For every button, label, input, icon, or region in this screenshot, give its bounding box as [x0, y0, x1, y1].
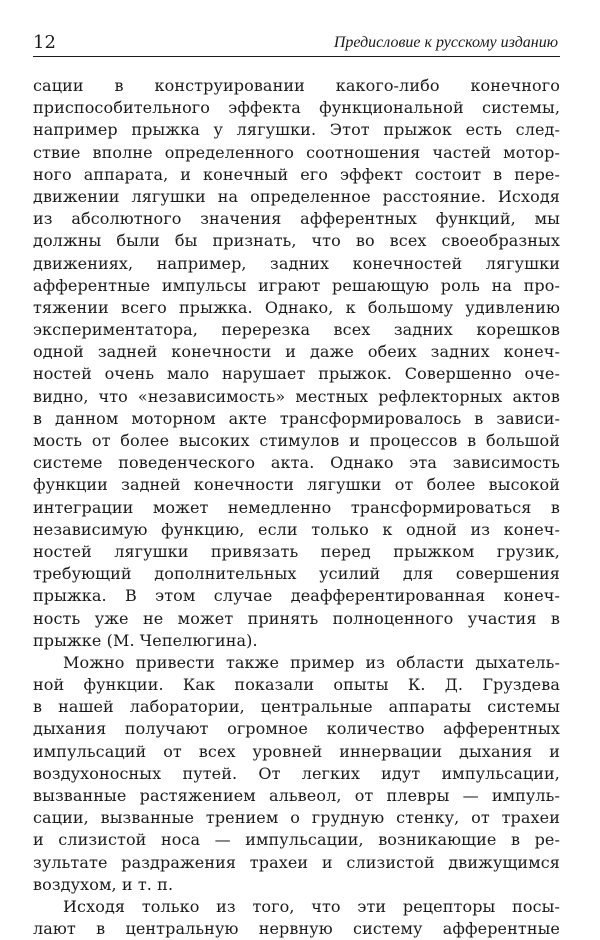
text-line: Исходя только из того, что эти рецепторы посы- — [63, 896, 560, 916]
paragraph — [33, 896, 560, 940]
text-line: движении лягушки на определенное расстояние. Исходя — [33, 186, 560, 206]
text-line: Можно привести также пример из области дыхатель- — [63, 652, 560, 672]
text-line: ностей очень мало нарушает прыжок. Совершенно оче- — [33, 364, 560, 384]
text-line: вызванные растяжением альвеол, от плевры — импуль- — [33, 786, 560, 805]
running-title: Предисловие к русскому изданию — [333, 34, 558, 51]
text-line: функции задней конечности лягушки от более высокой — [33, 475, 560, 495]
text-line: мость от более высоких стимулов и процессов в большой — [33, 431, 560, 450]
text-line: в данном моторном акте трансформировалось в зависи- — [33, 408, 560, 428]
text-line: ностей лягушки привязать перед прыжком грузик, — [33, 541, 560, 561]
text-line: экспериментатора, перерезка всех задних корешков — [33, 320, 560, 340]
text-line: должны были бы признать, что во всех своеобразных — [33, 231, 560, 251]
text-line: независимую функцию, если только к одной из конеч- — [33, 519, 560, 539]
text-line: приспособительного эффекта функциональной системы, — [33, 98, 560, 118]
text-line: лают в центральную нервную систему афферентные — [33, 919, 560, 939]
text-line: и слизистой носа — импульсации, возникающие в ре- — [33, 830, 560, 850]
text-line: воздухоносных путей. От легких идут импульсации, — [33, 763, 560, 783]
running-head — [33, 30, 560, 57]
text-line: ность уже не может принять полноценного участия в — [33, 608, 560, 628]
text-line: интеграции может немедленно трансформироваться в — [33, 497, 560, 517]
text-line: прыжка. В этом случае деафферентированная конеч- — [33, 586, 560, 606]
text-line: движениях, например, задних конечностей лягушки — [33, 253, 560, 273]
text-line: афферентные импульсы играют решающую роль на про- — [33, 275, 560, 295]
paragraph — [33, 75, 560, 652]
text-line: зультате раздражения трахеи и слизистой движущимся — [33, 852, 560, 872]
text-line: импульсаций от всех уровней иннервации дыхания и — [33, 741, 560, 761]
text-line: воздухом, и т. п. — [33, 874, 174, 894]
text-line: одной задней конечности и даже обеих задних конеч- — [33, 342, 560, 362]
text-line: системе поведенческого акта. Однако эта зависимость — [33, 453, 560, 473]
text-line: видно, что «независимость» местных рефлекторных актов — [33, 386, 560, 406]
body-text — [33, 75, 560, 940]
book-page — [33, 30, 560, 940]
text-line: например прыжка у лягушки. Этот прыжок есть след- — [33, 120, 560, 140]
text-line: в нашей лаборатории, центральные аппараты системы — [33, 697, 560, 717]
text-line: ного аппарата, и конечный его эффект состоит в пере- — [33, 164, 560, 184]
text-line: ной функции. Как показали опыты К. Д. Груздева — [33, 675, 560, 695]
paragraph — [33, 652, 560, 896]
text-line: сации, вызванные трением о грудную стенку, от трахеи — [33, 808, 560, 828]
text-line: тяжении всего прыжка. Однако, к большому удивлению — [33, 297, 560, 317]
text-line: дыхания получают огромное количество афферентных — [33, 719, 560, 739]
text-line: требующий дополнительных усилий для совершения — [33, 564, 560, 584]
text-line: сации в конструировании какого-либо конечного — [33, 76, 560, 95]
text-line: прыжке (М. Чепелюгина). — [33, 630, 258, 650]
text-line: ствие вполне определенного соотношения частей мотор- — [33, 142, 560, 162]
text-line: из абсолютного значения афферентных функций, мы — [33, 209, 560, 229]
page-number: 12 — [33, 32, 56, 53]
